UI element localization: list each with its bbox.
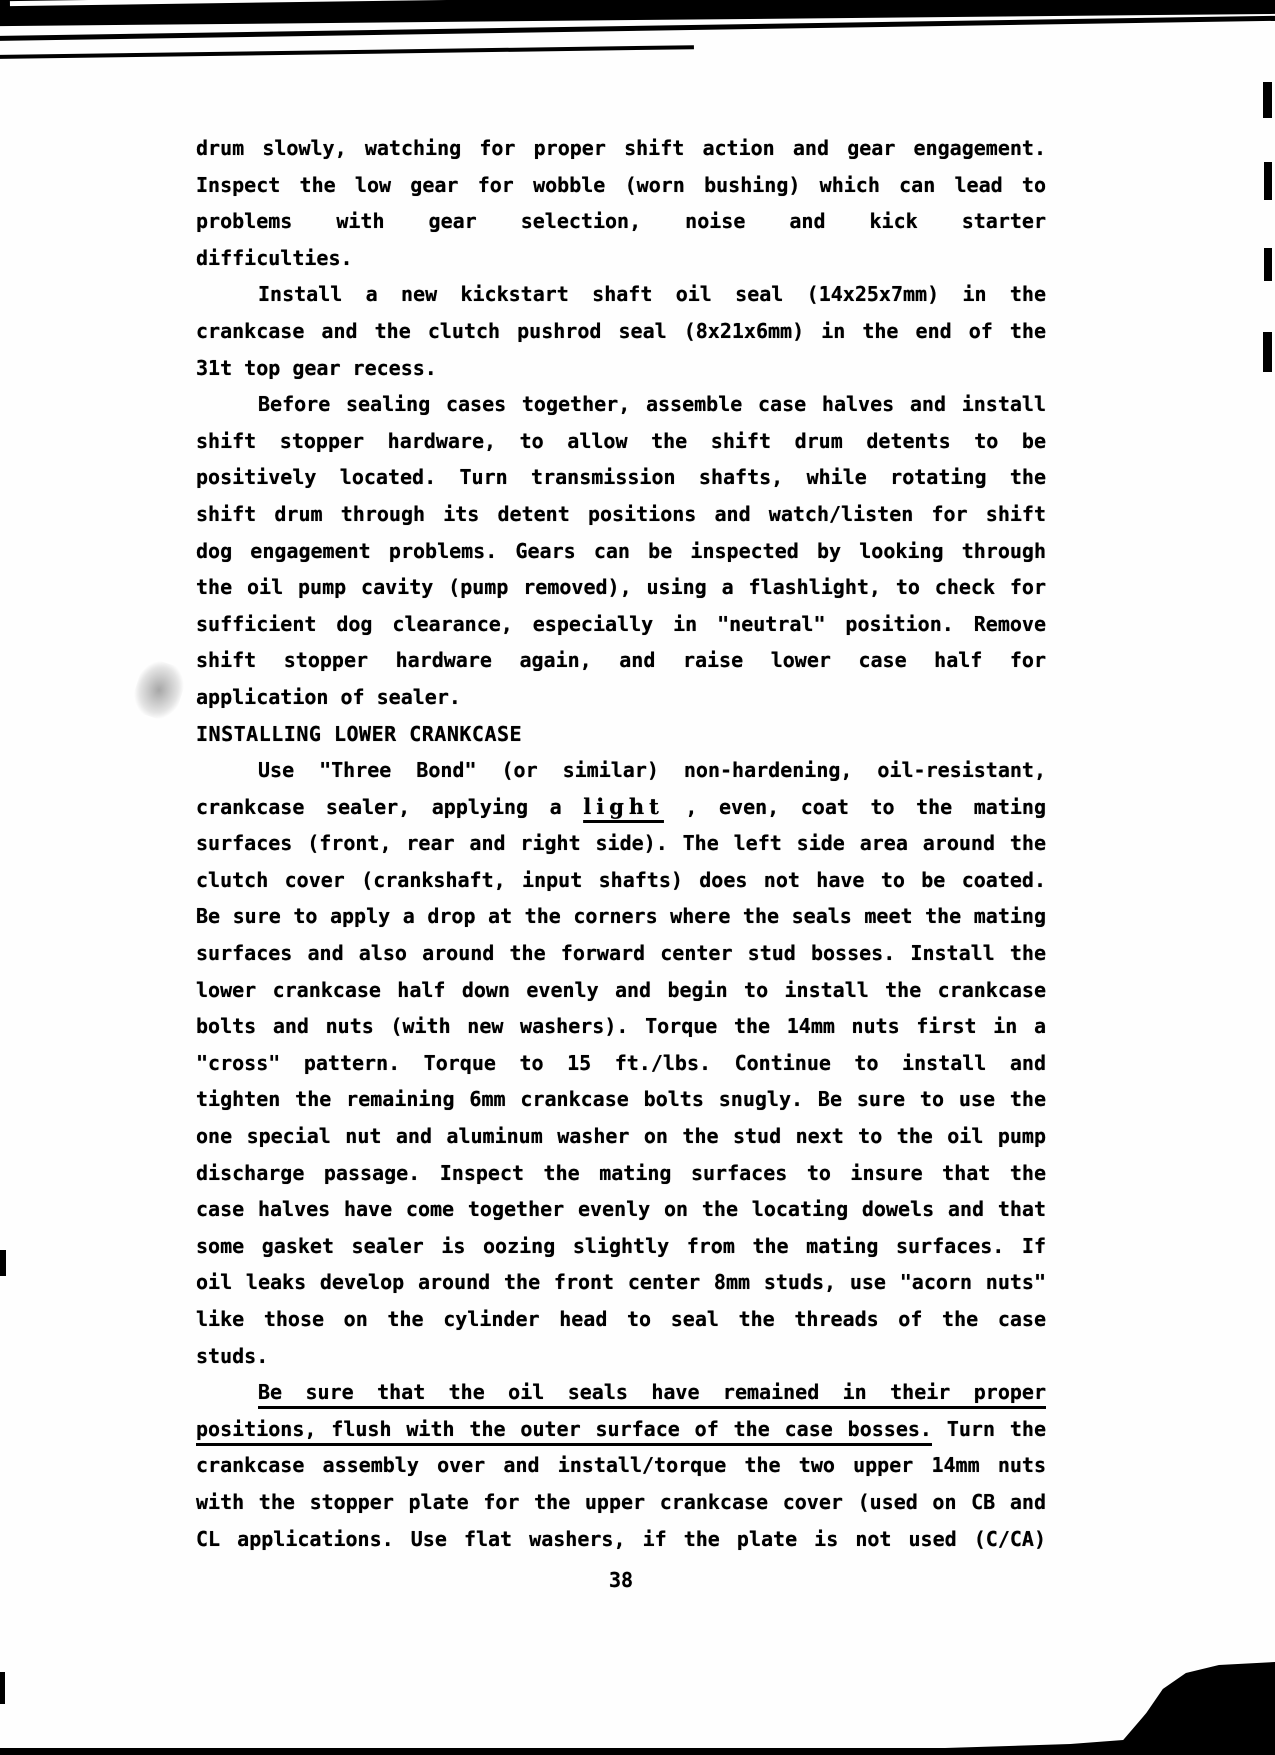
text-line: shift stopper hardware, to allow the shift drum detents to be bbox=[196, 428, 1046, 453]
text-line: like those on the cylinder head to seal the threads of the case bbox=[196, 1307, 1046, 1331]
text-line: some gasket sealer is oozing slightly from the mating surfaces. If bbox=[196, 1233, 1046, 1258]
scan-artifact-edge-mark bbox=[0, 1672, 5, 1704]
scan-artifact-streak bbox=[0, 45, 694, 59]
emphasized-word: light bbox=[583, 793, 664, 819]
text-line: crankcase assembly over and install/torque the two upper 14mm nuts bbox=[196, 1453, 1046, 1478]
scan-artifact-white-streak bbox=[10, 0, 490, 6]
text-line: discharge passage. Inspect the mating surfaces to insure that the bbox=[196, 1160, 1046, 1185]
text-line: with the stopper plate for the upper crankcase cover (used on CB and bbox=[196, 1489, 1046, 1514]
text-line: the oil pump cavity (pump removed), using a flashlight, to check for bbox=[196, 575, 1046, 600]
section-heading: INSTALLING LOWER CRANKCASE bbox=[196, 721, 523, 746]
text-line: clutch cover (crankshaft, input shafts) does not have to be coated. bbox=[196, 867, 1046, 892]
text-line: drum slowly, watching for proper shift action and gear engagement. bbox=[196, 136, 1046, 160]
text-line: dog engagement problems. Gears can be inspected by looking through bbox=[196, 538, 1046, 563]
page-number: 38 bbox=[608, 1568, 634, 1593]
underlined-text: Be sure that the oil seals have remained in their proper bbox=[258, 1380, 1046, 1405]
text-line: lower crankcase half down evenly and begin to install the crankcase bbox=[196, 977, 1046, 1002]
text-line: problems with gear selection, noise and kick starter bbox=[196, 209, 1046, 234]
text-line: Install a new kickstart shaft oil seal (14x25x7mm) in the bbox=[258, 282, 1046, 307]
text-line: 31t top gear recess. bbox=[196, 355, 437, 380]
text-line: shift drum through its detent positions and watch/listen for shift bbox=[196, 501, 1046, 526]
text-line: Before sealing cases together, assemble case halves and install bbox=[258, 392, 1046, 417]
text-line: crankcase and the clutch pushrod seal (8x21x6mm) in the end of the bbox=[196, 318, 1046, 343]
scan-artifact-corner-shadow bbox=[945, 1655, 1275, 1755]
text-span: , even, coat to the mating bbox=[685, 794, 1047, 819]
text-line: oil leaks develop around the front center 8mm studs, use "acorn nuts" bbox=[196, 1270, 1046, 1295]
text-line: one special nut and aluminum washer on the stud next to the oil pump bbox=[196, 1124, 1046, 1149]
text-line: shift stopper hardware again, and raise lower case half for bbox=[196, 648, 1046, 673]
text-span: Turn the bbox=[946, 1416, 1047, 1441]
text-line: difficulties. bbox=[196, 245, 353, 270]
scan-artifact-edge-mark bbox=[1263, 82, 1272, 118]
text-line: positively located. Turn transmission shafts, while rotating the bbox=[196, 465, 1046, 490]
text-line: Use "Three Bond" (or similar) non-hardening, oil-resistant, bbox=[258, 758, 1046, 783]
text-line: bolts and nuts (with new washers). Torque the 14mm nuts first in a bbox=[196, 1014, 1046, 1039]
text-line: Be sure to apply a drop at the corners where the seals meet the mating bbox=[196, 904, 1046, 929]
scan-artifact-edge-mark bbox=[1263, 332, 1272, 372]
text-line: Inspect the low gear for wobble (worn bushing) which can lead to bbox=[196, 172, 1046, 197]
text-line: surfaces and also around the forward center stud bosses. Install the bbox=[196, 941, 1046, 966]
scan-artifact-smudge bbox=[128, 656, 189, 723]
text-line: case halves have come together evenly on the locating dowels and that bbox=[196, 1197, 1046, 1222]
page-text bbox=[196, 130, 1046, 1599]
text-line: surfaces (front, rear and right side). The left side area around the bbox=[196, 831, 1046, 856]
text-line bbox=[196, 1374, 1046, 1411]
text-line: application of sealer. bbox=[196, 684, 461, 709]
text-line: tighten the remaining 6mm crankcase bolts snugly. Be sure to use the bbox=[196, 1087, 1046, 1112]
text-line: studs. bbox=[196, 1343, 269, 1368]
scan-artifact-edge-mark bbox=[1264, 162, 1272, 200]
scan-artifact-edge-mark bbox=[0, 1250, 6, 1276]
text-line: CL applications. Use flat washers, if the plate is not used (C/CA) bbox=[196, 1526, 1046, 1551]
scan-artifact-edge-mark bbox=[1264, 248, 1272, 281]
underlined-text: positions, flush with the outer surface of the case bosses. bbox=[196, 1416, 932, 1441]
text-line: sufficient dog clearance, especially in "neutral" position. Remove bbox=[196, 611, 1046, 636]
text-line bbox=[196, 1411, 1046, 1448]
text-line bbox=[196, 789, 1046, 826]
text-line: "cross" pattern. Torque to 15 ft./lbs. Continue to install and bbox=[196, 1050, 1046, 1075]
text-span: crankcase sealer, applying a bbox=[196, 794, 562, 819]
